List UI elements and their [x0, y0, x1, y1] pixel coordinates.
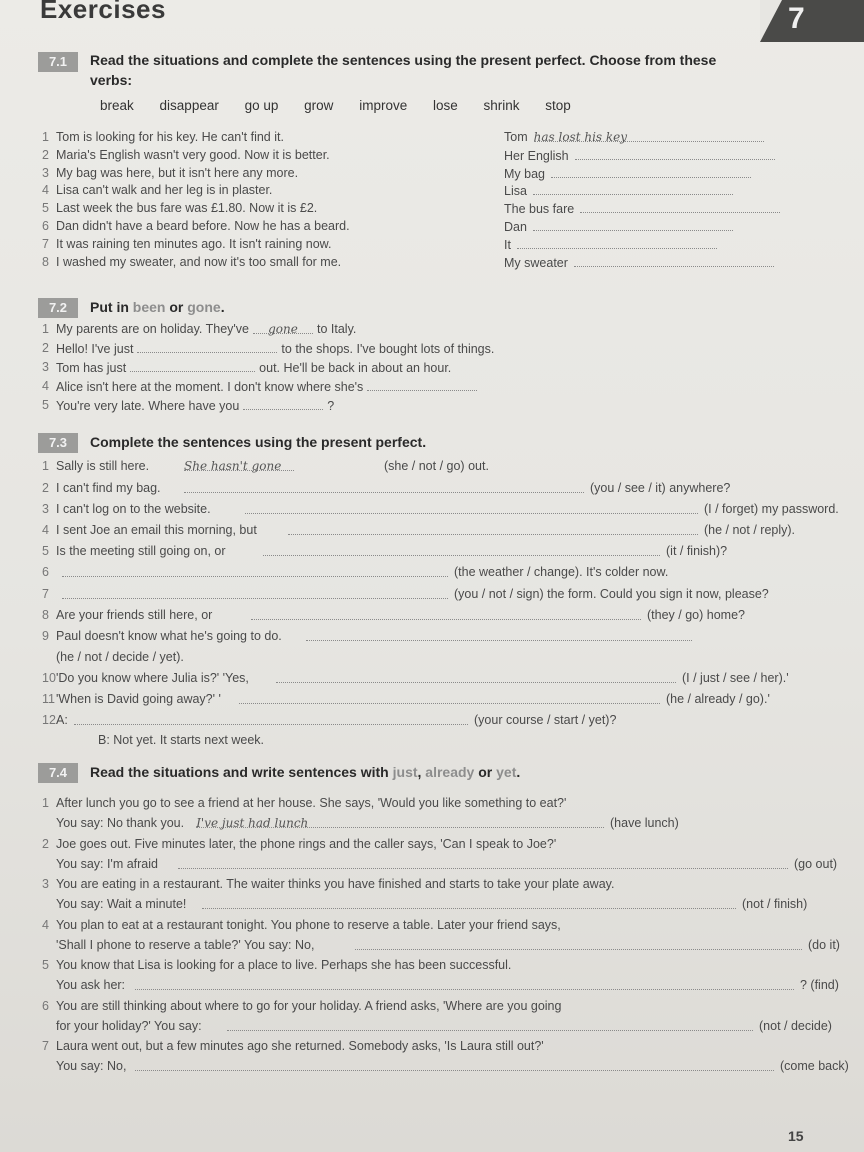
- instruction-keyword: just: [392, 764, 418, 780]
- answer-blank-line[interactable]: [263, 544, 660, 556]
- item-number: 7: [42, 236, 49, 251]
- exercise-row: [42, 379, 822, 397]
- response-row: [42, 937, 840, 956]
- item-number: 4: [42, 523, 49, 537]
- answer-blank-line[interactable]: [135, 1059, 774, 1071]
- exercise-row: [42, 587, 822, 605]
- verb-list: [100, 98, 593, 113]
- answer-blank[interactable]: [243, 398, 323, 410]
- handwritten-answer: I've just had lunch: [196, 816, 309, 830]
- answer-start: Dan: [504, 220, 527, 234]
- sentence-start: Are your friends still here, or: [56, 608, 213, 622]
- instruction-text: or: [474, 764, 497, 780]
- answer-blank-line[interactable]: [178, 857, 788, 869]
- exercise-row: [42, 341, 822, 359]
- sentence-start: (he / not / decide / yet).: [56, 650, 184, 664]
- answer-blank[interactable]: [62, 587, 448, 602]
- answer-blank[interactable]: [245, 502, 698, 517]
- item-number: 4: [42, 379, 49, 393]
- verb-hint: (it / finish)?: [666, 544, 728, 558]
- answer-blank-line[interactable]: [62, 587, 448, 599]
- sentence-start: Is the meeting still going on, or: [56, 544, 226, 558]
- answer-blank[interactable]: [135, 1059, 774, 1074]
- answer-blank[interactable]: [306, 629, 692, 644]
- situation-text: My bag was here, but it isn't here any more.: [56, 165, 299, 180]
- sentence: [56, 379, 481, 394]
- page-number: 15: [788, 1128, 804, 1144]
- exercise-row: [42, 671, 822, 689]
- answer-line[interactable]: [504, 148, 775, 163]
- answer-line[interactable]: [504, 255, 774, 270]
- instruction-keyword: already: [425, 764, 475, 780]
- answer-line[interactable]: [504, 166, 751, 181]
- answer-line[interactable]: [504, 201, 780, 216]
- exercise-7-1-number: 7.1: [38, 52, 78, 72]
- verb-hint: (not / decide): [759, 1018, 832, 1033]
- answer-blank[interactable]: [74, 713, 468, 728]
- exercise-row: [42, 148, 822, 166]
- item-number: 6: [42, 219, 49, 233]
- answer-start: It: [504, 237, 511, 252]
- instruction-line: Read the situations and complete the sentences using the present perfect. Choose from these: [90, 52, 717, 68]
- instruction-text: .: [516, 764, 521, 780]
- situation-text: Lisa can't walk and her leg is in plaster.: [56, 183, 273, 198]
- situation-text: You know that Lisa is looking for a place to live. Perhaps she has been successful.: [56, 958, 512, 972]
- unit-badge: [760, 0, 864, 42]
- answer-blank[interactable]: [355, 938, 802, 953]
- answer-line[interactable]: [504, 130, 764, 144]
- verb-hint: (the weather / change). It's colder now.: [454, 565, 669, 579]
- answer-blank[interactable]: [574, 255, 774, 267]
- situation-row: [42, 958, 822, 976]
- sentence: [56, 341, 494, 356]
- sentence-start: A:: [56, 713, 68, 727]
- verb-hint: ? (find): [800, 978, 839, 992]
- item-number: 5: [42, 201, 49, 216]
- answer-blank[interactable]: [137, 341, 277, 353]
- instruction-text: Put in: [90, 299, 133, 315]
- answer-blank[interactable]: [288, 523, 698, 538]
- exercise-7-4-number: 7.4: [38, 763, 78, 783]
- situation-text: Last week the bus fare was £1.80. Now it is £2.: [56, 201, 318, 216]
- exercise-row: [42, 629, 822, 647]
- sentence-start: You're very late. Where have you: [56, 399, 240, 413]
- exercise-7-4-instruction: [90, 764, 520, 780]
- answer-blank[interactable]: [202, 897, 736, 912]
- instruction-text: or: [165, 299, 188, 315]
- answer-blank[interactable]: [517, 237, 717, 249]
- response-start: You say: I'm afraid: [56, 856, 158, 871]
- situation-text: Laura went out, but a few minutes ago she returned. Somebody asks, 'Is Laura still out?': [56, 1039, 544, 1053]
- answer-start: Her English: [504, 148, 569, 163]
- exercise-row: [42, 608, 822, 626]
- sentence-end: to Italy.: [317, 322, 357, 336]
- answer-blank[interactable]: [227, 1019, 753, 1034]
- response-row: [42, 1018, 832, 1037]
- situation-row: [42, 837, 822, 855]
- answer-start: Lisa: [504, 184, 527, 199]
- handwritten-answer: has lost his key: [533, 130, 628, 144]
- sentence: [56, 398, 334, 413]
- sentence-start: I can't find my bag.: [56, 481, 161, 495]
- verb: disappear: [159, 98, 219, 113]
- sentence-start: Hello! I've just: [56, 342, 134, 356]
- answer-blank[interactable]: [196, 816, 604, 830]
- instruction-keyword: yet: [496, 764, 517, 780]
- sentence-start: Tom has just: [56, 361, 127, 375]
- sentence-start: Alice isn't here at the moment. I don't know where she's: [56, 380, 364, 394]
- verb: go up: [244, 98, 279, 113]
- answer-start: The bus fare: [504, 202, 575, 217]
- answer-blank[interactable]: [580, 201, 780, 213]
- response-row: [42, 978, 839, 996]
- item-number: 1: [42, 322, 49, 336]
- item-number: 4: [42, 183, 49, 198]
- item-number: 1: [42, 796, 49, 810]
- answer-blank[interactable]: [251, 608, 641, 623]
- sentence-start: 'Do you know where Julia is?' 'Yes,: [56, 671, 249, 685]
- item-number: 9: [42, 629, 49, 643]
- response-start: You say: No thank you.: [56, 816, 185, 830]
- answer-blank[interactable]: [135, 978, 794, 993]
- situation-text: It was raining ten minutes ago. It isn't raining now.: [56, 236, 332, 251]
- verb: break: [100, 98, 134, 113]
- answer-blank[interactable]: [533, 183, 733, 195]
- answer-blank-line[interactable]: [306, 629, 692, 641]
- response-start: for your holiday?' You say:: [56, 1018, 202, 1033]
- verb-hint: (come back): [780, 1059, 849, 1073]
- situation-text: You are still thinking about where to go for your holiday. A friend asks, 'Where are you going: [56, 998, 562, 1013]
- situation-row: [42, 796, 822, 814]
- exercise-7-3-instruction: Complete the sentences using the present perfect.: [90, 434, 427, 450]
- verb-hint: (you / not / sign) the form. Could you sign it now, please?: [454, 587, 769, 601]
- answer-start: Tom: [504, 130, 528, 144]
- answer-blank[interactable]: [184, 459, 294, 471]
- exercise-row: [42, 183, 822, 201]
- exercise-row: [42, 481, 822, 499]
- verb-hint: (I / forget) my password.: [704, 502, 839, 516]
- item-number: 8: [42, 608, 49, 622]
- item-number: 1: [42, 459, 49, 473]
- answer-blank[interactable]: [551, 166, 751, 178]
- sentence: [56, 360, 451, 375]
- answer-blank[interactable]: [263, 544, 660, 559]
- answer-blank[interactable]: [130, 360, 255, 372]
- instruction-line: verbs:: [90, 72, 133, 88]
- item-number: 1: [42, 130, 49, 144]
- exercise-row: [42, 255, 822, 273]
- answer-line[interactable]: [504, 219, 733, 234]
- sentence-start: Sally is still here.: [56, 459, 150, 473]
- situation-row: [42, 1039, 822, 1057]
- exercise-7-3-number: 7.3: [38, 433, 78, 453]
- verb: stop: [545, 98, 571, 113]
- situation-row: [42, 999, 822, 1017]
- exercise-7-2-instruction: [90, 299, 225, 315]
- instruction-keyword: been: [132, 299, 166, 315]
- instruction-text: .: [220, 299, 225, 315]
- item-number: 6: [42, 998, 49, 1013]
- exercise-row: [42, 459, 822, 477]
- answer-blank-line[interactable]: [196, 816, 604, 828]
- exercise-row: [42, 201, 822, 219]
- item-number: 3: [42, 360, 49, 374]
- response-row: [42, 856, 838, 875]
- item-number: 4: [42, 917, 49, 932]
- answer-blank-line[interactable]: [74, 713, 468, 725]
- item-number: 5: [42, 398, 49, 412]
- exercise-row: [42, 565, 822, 583]
- item-number: 7: [42, 1039, 49, 1053]
- exercise-row: [42, 544, 822, 562]
- verb-hint: (she / not / go) out.: [384, 459, 489, 473]
- unit-number: 7: [788, 2, 805, 35]
- verb-hint: (he / not / reply).: [704, 523, 796, 537]
- handwritten-answer: gone: [268, 322, 298, 336]
- exercise-row: [42, 398, 822, 416]
- item-number: 2: [42, 341, 49, 355]
- response-row: [42, 897, 822, 915]
- sentence-start: My parents are on holiday. They've: [56, 322, 249, 336]
- exercise-row: [42, 523, 822, 541]
- situation-row: [42, 918, 822, 936]
- answer-blank-line[interactable]: [239, 692, 660, 704]
- sentence-end: out. He'll be back in about an hour.: [259, 361, 452, 375]
- item-number: 2: [42, 481, 49, 495]
- exercise-7-2-number: 7.2: [38, 298, 78, 318]
- verb-hint: (you / see / it) anywhere?: [590, 481, 731, 495]
- situation-text: Dan didn't have a beard before. Now he has a beard.: [56, 219, 350, 233]
- situation-text: I washed my sweater, and now it's too small for me.: [56, 254, 342, 269]
- answer-blank-line[interactable]: [245, 502, 698, 514]
- answer-blank-line[interactable]: [276, 671, 677, 683]
- answer-blank-line[interactable]: [251, 608, 641, 620]
- verb-hint: (have lunch): [610, 816, 679, 830]
- sentence-end: ?: [327, 399, 335, 413]
- exercise-row: [42, 650, 822, 668]
- verb-hint: (do it): [808, 937, 840, 952]
- item-number: 3: [42, 877, 49, 891]
- answer-blank-line[interactable]: [184, 481, 584, 493]
- answer-blank-line[interactable]: [288, 523, 698, 535]
- verb: grow: [304, 98, 334, 113]
- answer-blank[interactable]: [62, 565, 448, 580]
- verb: improve: [359, 98, 408, 113]
- response-start: You say: Wait a minute!: [56, 897, 187, 911]
- item-number: 12: [42, 713, 56, 727]
- situation-row: [42, 877, 822, 895]
- exercise-7-1-instruction: [90, 52, 716, 88]
- item-number: 3: [42, 165, 49, 180]
- exercise-row: [42, 502, 839, 520]
- answer-blank[interactable]: [184, 481, 584, 496]
- item-number: 6: [42, 565, 49, 579]
- response-row: [42, 816, 822, 834]
- answer-blank[interactable]: [178, 857, 788, 872]
- verb-hint: (your course / start / yet)?: [474, 713, 617, 727]
- response-start: 'Shall I phone to reserve a table?' You say: No,: [56, 937, 315, 952]
- sentence-end: to the shops. I've bought lots of things.: [281, 342, 495, 356]
- answer-blank[interactable]: [533, 219, 733, 231]
- exercise-row: [42, 166, 822, 184]
- item-number: 8: [42, 254, 49, 269]
- situation-text: Maria's English wasn't very good. Now it is better.: [56, 147, 330, 162]
- exercise-row: [42, 130, 822, 148]
- answer-blank[interactable]: [276, 671, 677, 686]
- sentence-start: 'When is David going away?' ': [56, 692, 221, 706]
- item-number: 5: [42, 958, 49, 972]
- sentence-start: B: Not yet. It starts next week.: [98, 733, 265, 747]
- answer-line[interactable]: [504, 237, 717, 252]
- sentence-start: I sent Joe an email this morning, but: [56, 523, 257, 537]
- exercise-row: [42, 219, 822, 237]
- handwritten-answer: She hasn't gone: [184, 459, 282, 473]
- sentence-start: I can't log on to the website.: [56, 502, 211, 516]
- item-number: 11: [42, 692, 55, 706]
- response-row: [42, 1059, 849, 1077]
- exercise-row: [42, 733, 822, 751]
- answer-blank-line[interactable]: [135, 978, 794, 990]
- verb: lose: [432, 98, 458, 113]
- instruction-text: ,: [417, 764, 426, 780]
- situation-text: You plan to eat at a restaurant tonight. You phone to reserve a table. Later your friend says,: [56, 917, 561, 932]
- sentence-start: Paul doesn't know what he's going to do.: [56, 629, 282, 643]
- response-start: You say: No,: [56, 1059, 127, 1073]
- answer-blank[interactable]: [253, 322, 313, 334]
- verb-hint: (go out): [794, 856, 838, 871]
- answer-blank[interactable]: [575, 148, 775, 160]
- verb-hint: (I / just / see / her).': [682, 671, 789, 685]
- item-number: 3: [42, 502, 49, 516]
- instruction-keyword: gone: [187, 299, 221, 315]
- answer-blank-line[interactable]: [202, 897, 736, 909]
- item-number: 10: [42, 671, 56, 685]
- item-number: 2: [42, 836, 49, 851]
- item-number: 2: [42, 147, 49, 162]
- exercise-row: [42, 692, 822, 710]
- exercise-row: [42, 360, 822, 378]
- answer-start: My bag: [504, 166, 545, 181]
- verb-hint: (they / go) home?: [647, 608, 745, 622]
- verb-hint: (not / finish): [742, 897, 808, 911]
- exercise-row: [42, 237, 822, 255]
- exercise-row: [42, 713, 822, 731]
- answer-line[interactable]: [504, 183, 733, 198]
- answer-blank[interactable]: [534, 130, 764, 142]
- situation-text: Tom is looking for his key. He can't find it.: [56, 130, 284, 144]
- verb-hint: (he / already / go).': [666, 692, 770, 706]
- answer-blank-line[interactable]: [62, 565, 448, 577]
- exercise-row: [42, 322, 822, 340]
- response-start: You ask her:: [56, 978, 126, 992]
- item-number: 5: [42, 544, 49, 558]
- page-title: Exercises: [40, 0, 166, 24]
- sentence: [56, 322, 356, 336]
- situation-text: You are eating in a restaurant. The waiter thinks you have finished and starts to take your plate away.: [56, 877, 615, 891]
- answer-blank-line[interactable]: [227, 1019, 753, 1031]
- answer-blank[interactable]: [367, 379, 477, 391]
- answer-blank[interactable]: [184, 459, 294, 473]
- answer-start: My sweater: [504, 255, 568, 270]
- situation-text: Joe goes out. Five minutes later, the phone rings and the caller says, 'Can I speak to Joe?': [56, 836, 557, 851]
- answer-blank[interactable]: [239, 692, 660, 707]
- answer-blank-line[interactable]: [355, 938, 802, 950]
- verb: shrink: [483, 98, 520, 113]
- instruction-text: Read the situations and write sentences with: [90, 764, 393, 780]
- item-number: 7: [42, 587, 49, 601]
- situation-text: After lunch you go to see a friend at her house. She says, 'Would you like something to eat?': [56, 796, 567, 810]
